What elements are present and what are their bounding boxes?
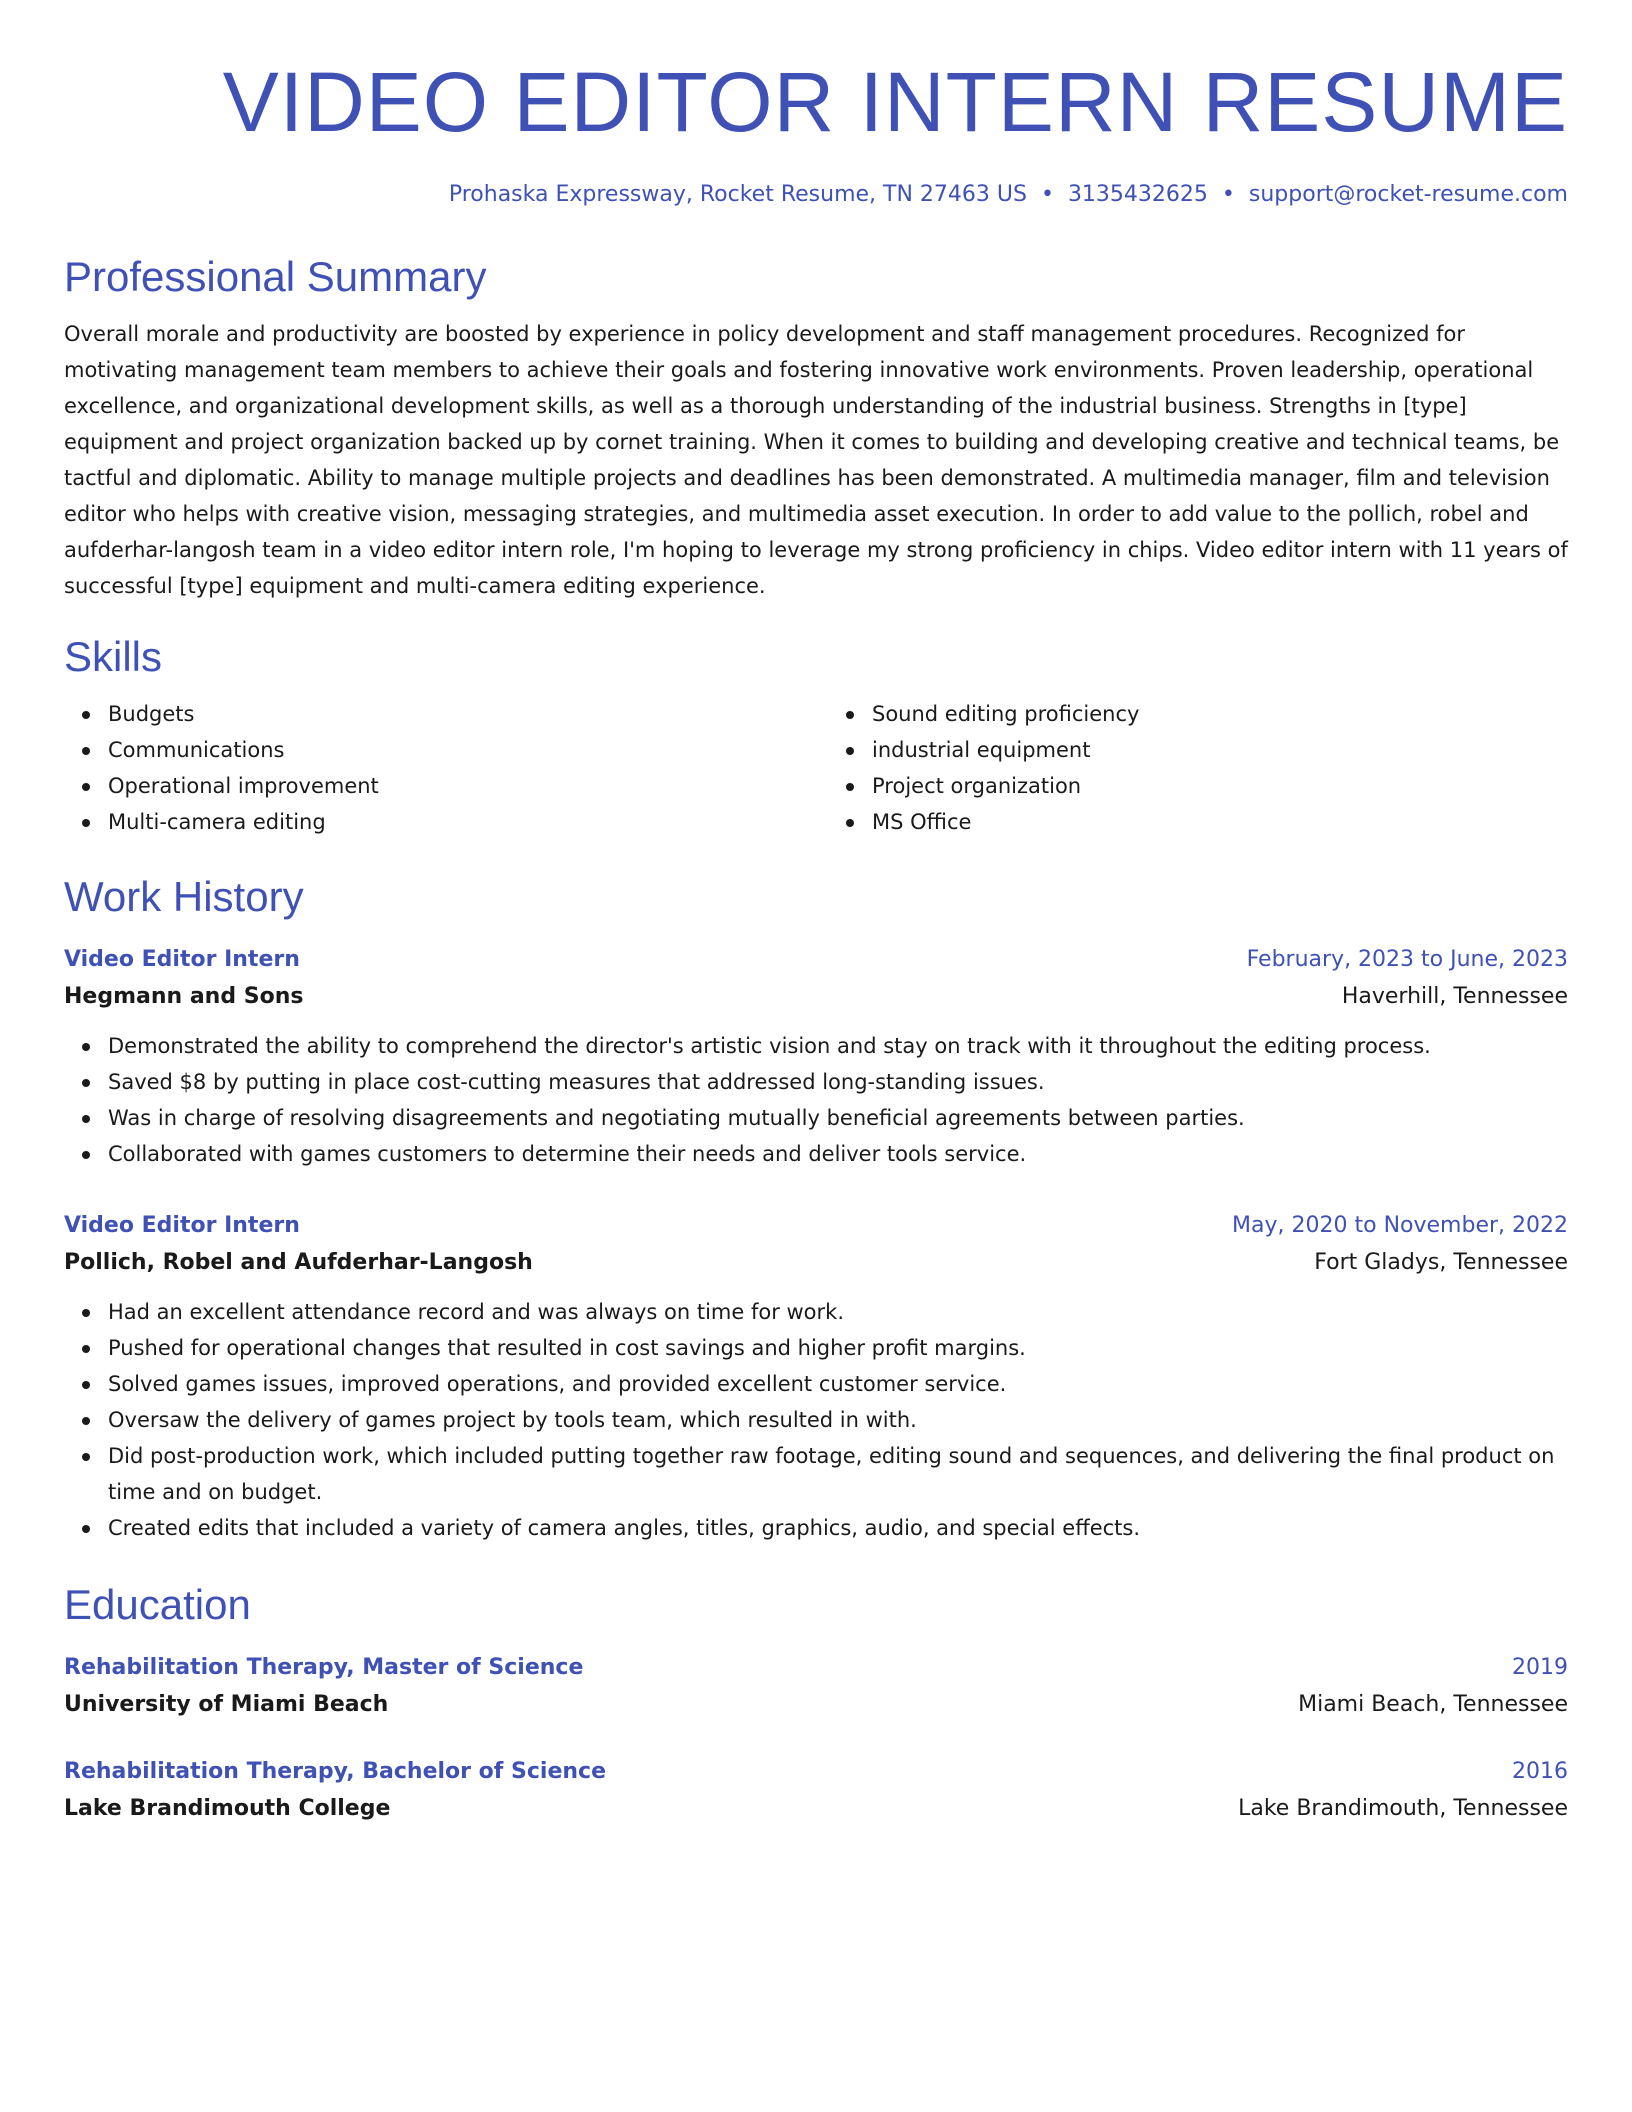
job-role: Video Editor Intern (64, 947, 300, 972)
work-history-heading: Work History (64, 873, 304, 920)
summary-text: Overall morale and productivity are boosted by experience in policy development and staff management procedures. Recognized for motivating management team members to achieve their goals and fostering innovative work environments. Proven leadership, operational excellence, and organizational development skills, as well as a thorough understanding of the industrial business. Strengths in [type] equipment and project organization backed up by cornet training. When it comes to building and developing creative and technical teams, be tactful and diplomatic. Ability to manage multiple projects and deadlines has been demonstrated. A multimedia manager, film and television editor who helps with creative vision, messaging strategies, and multimedia asset execution. In order to add value to the pollich, robel and aufderhar-langosh team in a video editor intern role, I'm hoping to leverage my strong proficiency in chips. Video editor intern with 11 years of successful [type] equipment and multi-camera editing experience. (64, 322, 1568, 598)
job-entry (64, 1208, 1568, 1546)
resume-title: VIDEO EDITOR INTERN RESUME (222, 55, 1568, 149)
job-bullets (64, 1294, 1568, 1546)
education-year: 2019 (1512, 1655, 1568, 1680)
skill-item: Sound editing proficiency (872, 696, 1568, 732)
job-location: Fort Gladys, Tennessee (1314, 1250, 1568, 1275)
skill-item: Multi-camera editing (108, 804, 816, 840)
education-school-row (64, 1686, 1568, 1724)
job-company-row (64, 978, 1568, 1016)
contact-email[interactable]: support@rocket-resume.com (1248, 182, 1568, 207)
job-role: Video Editor Intern (64, 1213, 300, 1238)
education-location: Miami Beach, Tennessee (1298, 1692, 1568, 1717)
job-bullet: Had an excellent attendance record and was always on time for work. (108, 1294, 1568, 1330)
job-bullet: Oversaw the delivery of games project by tools team, which resulted in with. (108, 1402, 1568, 1438)
education-entry (64, 1650, 1568, 1724)
contact-line (64, 180, 1568, 210)
skills-list (64, 696, 1568, 840)
skill-item: industrial equipment (872, 732, 1568, 768)
job-location: Haverhill, Tennessee (1341, 984, 1568, 1009)
job-bullets (64, 1028, 1568, 1172)
education-degree: Rehabilitation Therapy, Master of Science (64, 1655, 584, 1680)
job-company: Hegmann and Sons (64, 984, 304, 1009)
job-header-row (64, 1208, 1568, 1244)
education-degree: Rehabilitation Therapy, Bachelor of Science (64, 1759, 606, 1784)
job-bullet: Pushed for operational changes that resulted in cost savings and higher profit margins. (108, 1330, 1568, 1366)
contact-separator: • (1221, 182, 1235, 207)
job-header-row (64, 942, 1568, 978)
job-bullet: Saved $8 by putting in place cost-cutting measures that addressed long-standing issues. (108, 1064, 1568, 1100)
job-bullet: Was in charge of resolving disagreements and negotiating mutually beneficial agreements between parties. (108, 1100, 1568, 1136)
contact-separator: • (1040, 182, 1054, 207)
education-entry (64, 1754, 1568, 1828)
skills-column-right (816, 696, 1568, 840)
education-location: Lake Brandimouth, Tennessee (1238, 1796, 1568, 1821)
job-company: Pollich, Robel and Aufderhar-Langosh (64, 1250, 533, 1275)
education-heading: Education (64, 1581, 251, 1628)
job-bullet: Collaborated with games customers to determine their needs and deliver tools service. (108, 1136, 1568, 1172)
skills-heading: Skills (64, 633, 163, 680)
education-header-row (64, 1650, 1568, 1686)
skills-column-left (64, 696, 816, 840)
skill-item: MS Office (872, 804, 1568, 840)
job-company-row (64, 1244, 1568, 1282)
job-entry (64, 942, 1568, 1172)
skill-item: Project organization (872, 768, 1568, 804)
job-bullet: Solved games issues, improved operations, and provided excellent customer service. (108, 1366, 1568, 1402)
contact-phone[interactable]: 3135432625 (1067, 182, 1208, 207)
education-header-row (64, 1754, 1568, 1790)
summary-heading: Professional Summary (64, 253, 487, 300)
education-school-row (64, 1790, 1568, 1828)
skill-item: Operational improvement (108, 768, 816, 804)
skill-item: Budgets (108, 696, 816, 732)
job-dates: May, 2020 to November, 2022 (1232, 1213, 1568, 1238)
education-school: University of Miami Beach (64, 1692, 389, 1717)
job-bullet: Demonstrated the ability to comprehend the director's artistic vision and stay on track with it throughout the editing process. (108, 1028, 1568, 1064)
education-year: 2016 (1512, 1759, 1568, 1784)
job-bullet: Did post-production work, which included putting together raw footage, editing sound and sequences, and delivering the final product on time and on budget. (108, 1438, 1568, 1510)
education-school: Lake Brandimouth College (64, 1796, 391, 1821)
skill-item: Communications (108, 732, 816, 768)
job-dates: February, 2023 to June, 2023 (1246, 947, 1568, 972)
contact-address: Prohaska Expressway, Rocket Resume, TN 27463 US (448, 182, 1027, 207)
job-bullet: Created edits that included a variety of camera angles, titles, graphics, audio, and special effects. (108, 1510, 1568, 1546)
